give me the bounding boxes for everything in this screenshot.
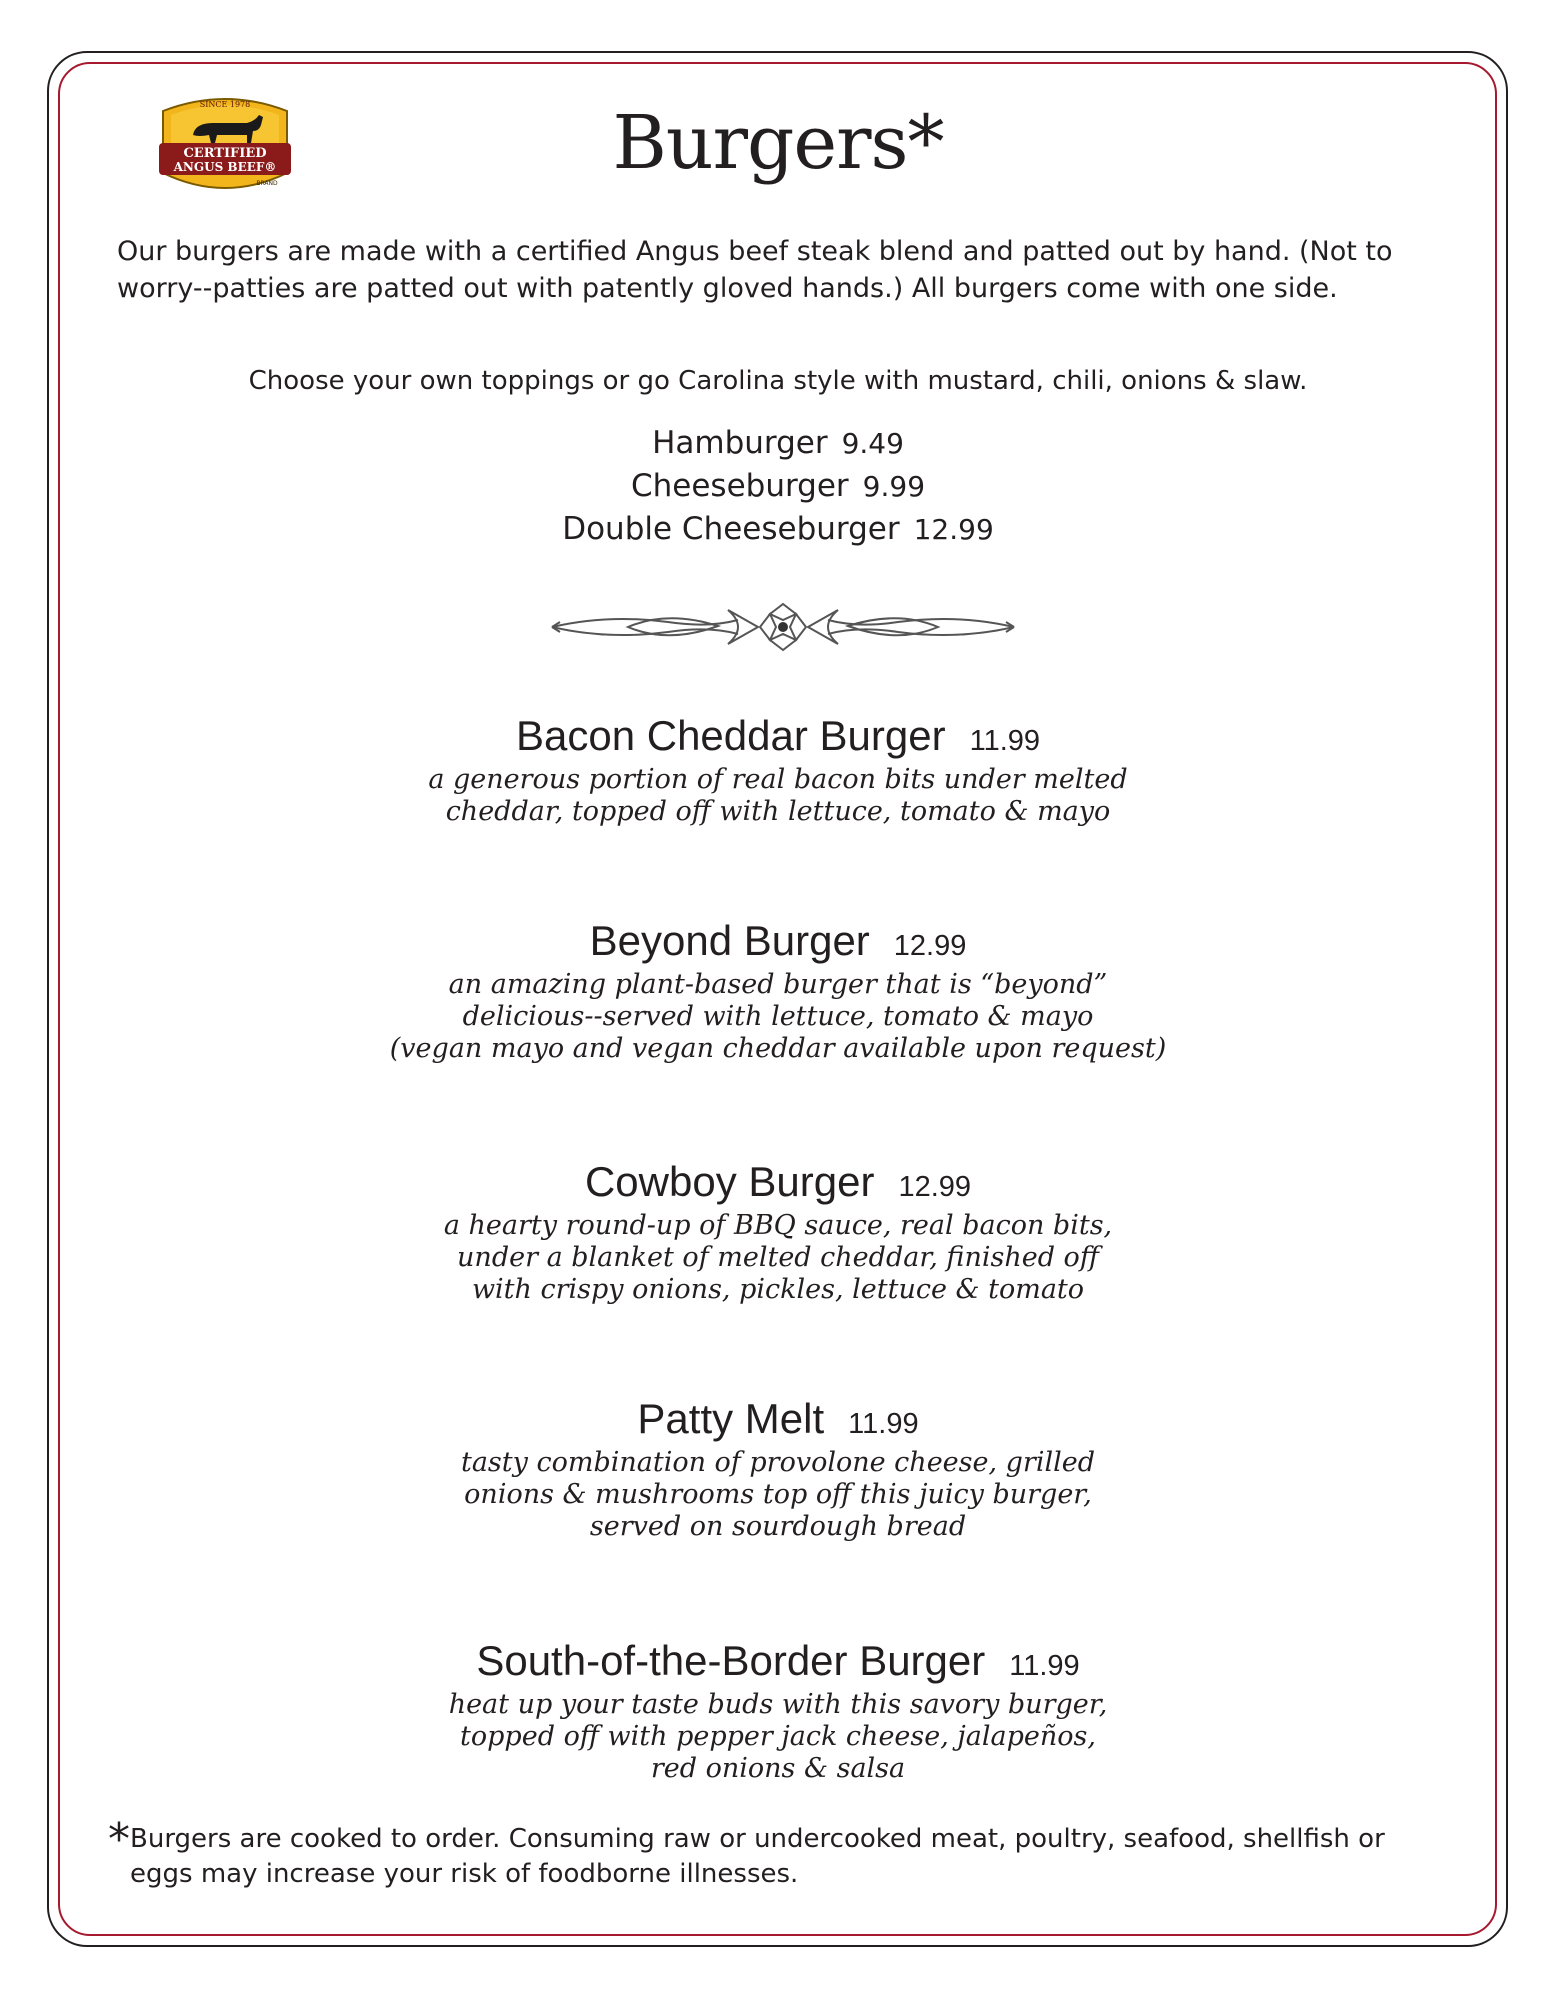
menu-item-name: South-of-the-Border Burger [476, 1637, 986, 1684]
menu-item [0, 712, 1556, 828]
menu-item-name: Beyond Burger [589, 917, 870, 964]
basic-burger-price: 9.49 [841, 427, 904, 460]
basic-burger-item [0, 508, 1556, 551]
menu-item-description [0, 969, 1556, 1065]
footnote [108, 1814, 1438, 1892]
description-line: tasty combination of provolone cheese, grilled [460, 1447, 1096, 1478]
logo-line2: ANGUS BEEF® [173, 160, 277, 174]
menu-item-description [0, 1210, 1556, 1306]
menu-item-price: 11.99 [848, 1408, 919, 1440]
menu-item-price: 12.99 [898, 1171, 972, 1203]
description-line: heat up your taste buds with this savory burger, [448, 1689, 1108, 1720]
description-line: cheddar, topped off with lettuce, tomato & mayo [445, 796, 1111, 827]
description-line: served on sourdough bread [589, 1511, 967, 1542]
logo-since-text: SINCE 1978 [199, 100, 251, 109]
basic-burger-name: Cheeseburger [630, 468, 849, 504]
basic-burger-price: 9.99 [862, 470, 926, 503]
basic-burger-name: Double Cheeseburger [562, 511, 900, 547]
menu-item-price: 12.99 [893, 930, 967, 962]
description-line: a hearty round-up of BBQ sauce, real bacon bits, [443, 1210, 1113, 1241]
menu-item [0, 917, 1556, 1065]
carolina-style-note: Choose your own toppings or go Carolina style with mustard, chili, onions & slaw. [248, 366, 1308, 396]
menu-item [0, 1637, 1556, 1785]
menu-item [0, 1395, 1556, 1543]
description-line: a generous portion of real bacon bits under melted [428, 764, 1128, 795]
menu-item-name: Cowboy Burger [584, 1158, 875, 1205]
decorative-divider-ornament [548, 592, 1018, 662]
description-line: an amazing plant-based burger that is “beyond” [448, 969, 1108, 1000]
menu-item-name: Bacon Cheddar Burger [515, 712, 946, 759]
description-line: red onions & salsa [650, 1753, 906, 1784]
logo-line1: CERTIFIED [183, 146, 267, 161]
basic-burger-name: Hamburger [652, 425, 828, 461]
basic-burgers-list [0, 422, 1556, 551]
description-line: under a blanket of melted cheddar, finished off [457, 1242, 1099, 1273]
page-title: Burgers* [612, 100, 944, 186]
basic-burger-price: 12.99 [913, 513, 994, 546]
menu-item [0, 1158, 1556, 1306]
menu-item-description [0, 1689, 1556, 1785]
footnote-asterisk: * [108, 1814, 130, 1865]
basic-burger-item [0, 422, 1556, 465]
basic-burger-item [0, 465, 1556, 508]
intro-text: Our burgers are made with a certified Angus beef steak blend and patted out by hand. (Not to worry--patties are patted out with patently gloved hands.) All burgers come with one side. [117, 236, 1393, 304]
menu-item-name: Patty Melt [637, 1395, 825, 1442]
menu-item-description [0, 1447, 1556, 1543]
description-line: onions & mushrooms top off this juicy burger, [464, 1479, 1092, 1510]
menu-item-description [0, 764, 1556, 828]
logo-brand: BRAND [256, 180, 278, 187]
menu-item-price: 11.99 [1009, 1650, 1080, 1682]
footnote-text: Burgers are cooked to order. Consuming raw or undercooked meat, poultry, seafood, shellfish or eggs may increase your risk of foodborne illnesses. [130, 1824, 1385, 1889]
description-line: topped off with pepper jack cheese, jalapeños, [460, 1721, 1096, 1752]
menu-item-price: 11.99 [969, 725, 1041, 757]
description-line: delicious--served with lettuce, tomato & mayo [462, 1001, 1094, 1032]
description-line: with crispy onions, pickles, lettuce & tomato [471, 1274, 1085, 1305]
description-line: (vegan mayo and vegan cheddar available upon request) [389, 1033, 1167, 1064]
